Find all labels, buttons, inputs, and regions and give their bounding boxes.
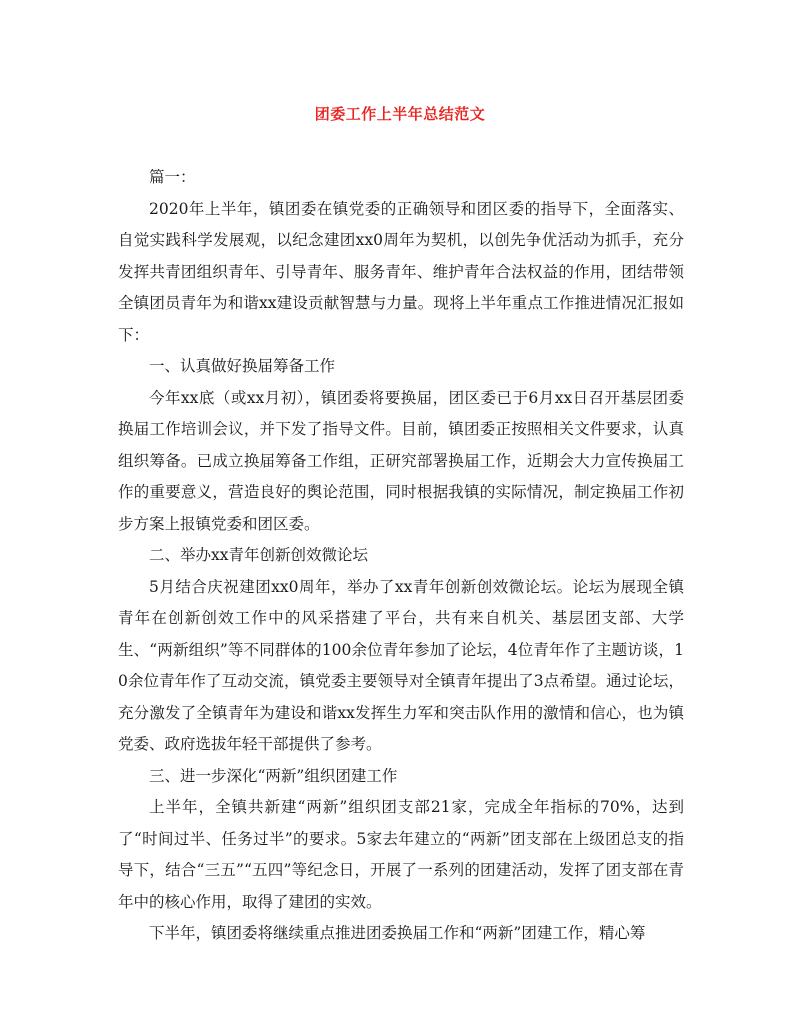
section-heading-3: 三、进一步深化“两新”组织团建工作	[149, 766, 398, 785]
paragraph-section-1: 今年xx底（或xx月初），镇团委将要换届，团区委已于6月xx日召开基层团委换届工作培训会议，并下发了指导文件。目前，镇团委正按照相关文件要求，认真组织筹备。已成立换届筹备工作组，正研究部署换届工作，近期会大力宣传换届工作的重要意义，营造良好的舆论范围，同时根据我镇的实际情况，制定换届工作初步方案上报镇党委和团区委。	[118, 388, 684, 533]
paragraph-outlook: 下半年，镇团委将继续重点推进团委换届工作和“两新”团建工作，精心筹	[149, 924, 646, 942]
document-title: 团委工作上半年总结范文	[314, 105, 486, 123]
paragraph-section-2: 5月结合庆祝建团xx0周年，举办了xx青年创新创效微论坛。论坛为展现全镇青年在创新创效工作中的风采搭建了平台，共有来自机关、基层团支部、大学生、“两新组织”等不同群体的100余位青年参加了论坛，4位青年作了主题访谈，10余位青年作了互动交流，镇党委主要领导对全镇青年提出了3点希望。通过论坛，充分激发了全镇青年为建设和谐xx发挥生力军和突击队作用的激情和信心，也为镇党委、政府选拔年轻干部提供了参考。	[118, 577, 684, 753]
paragraph-label: 篇一：	[149, 168, 196, 186]
section-heading-1: 一、认真做好换届筹备工作	[149, 357, 336, 375]
paragraph-section-3: 上半年，全镇共新建“两新”组织团支部21家，完成全年指标的70%，达到了“时间过半、任务过半”的要求。5家去年建立的“两新”团支部在上级团总支的指导下，结合“三五”“五四”等纪念日，开展了一系列的团建活动，发挥了团支部在青年中的核心作用，取得了建团的实效。	[118, 798, 684, 911]
paragraph-intro: 2020年上半年，镇团委在镇党委的正确领导和团区委的指导下，全面落实、自觉实践科学发展观，以纪念建团xx0周年为契机，以创先争优活动为抓手，充分发挥共青团组织青年、引导青年、服务青年、维护青年合法权益的作用，团结带领全镇团员青年为和谐xx建设贡献智慧与力量。现将上半年重点工作推进情况汇报如下：	[118, 199, 684, 344]
document-body	[118, 162, 684, 950]
section-heading-2: 二、举办xx青年创新创效微论坛	[149, 546, 368, 564]
